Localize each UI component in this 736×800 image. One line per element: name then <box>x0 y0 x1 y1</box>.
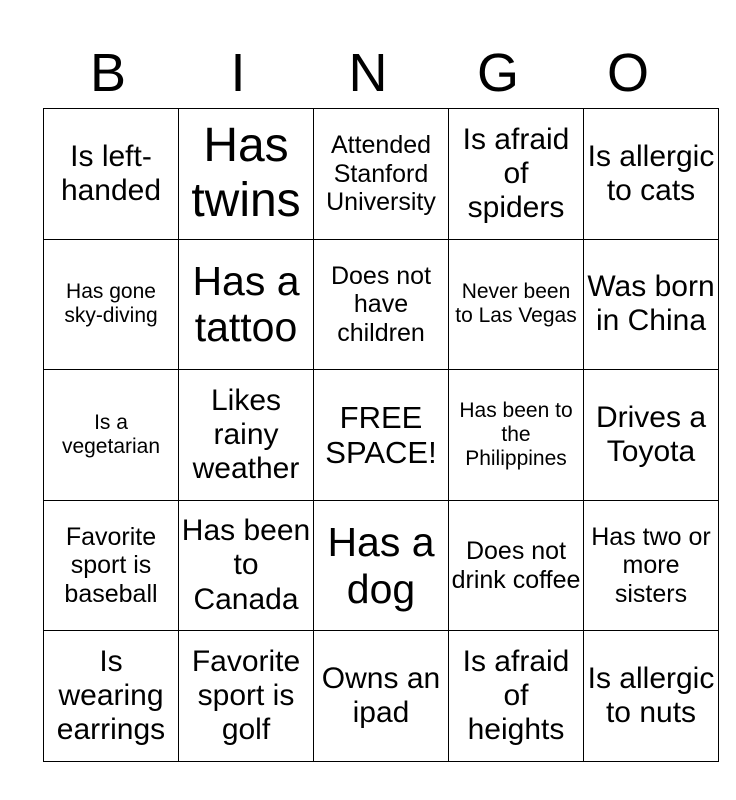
bingo-cell[interactable]: Has a tattoo <box>179 239 314 370</box>
bingo-cell[interactable]: Is allergic to cats <box>584 109 719 240</box>
bingo-cell[interactable]: Is a vegetarian <box>44 370 179 501</box>
bingo-cell[interactable]: Was born in China <box>584 239 719 370</box>
bingo-board <box>43 108 719 762</box>
bingo-header <box>43 38 693 108</box>
bingo-cell[interactable]: Has been to Canada <box>179 500 314 631</box>
bingo-cell[interactable]: Has gone sky-diving <box>44 239 179 370</box>
header-letter-g: G <box>476 43 519 103</box>
bingo-cell[interactable]: Is afraid of spiders <box>449 109 584 240</box>
header-letter-o: O <box>606 43 649 103</box>
bingo-cell[interactable]: Favorite sport is baseball <box>44 500 179 631</box>
free-space-cell[interactable]: FREE SPACE! <box>314 370 449 501</box>
header-letter-b: B <box>89 43 127 103</box>
header-letter-n: N <box>348 43 388 103</box>
board-row <box>44 370 719 501</box>
bingo-cell[interactable]: Has two or more sisters <box>584 500 719 631</box>
bingo-cell[interactable]: Is wearing earrings <box>44 631 179 762</box>
bingo-cell[interactable]: Attended Stanford University <box>314 109 449 240</box>
bingo-cell[interactable]: Has been to the Philippines <box>449 370 584 501</box>
bingo-cell[interactable]: Does not have children <box>314 239 449 370</box>
board-row <box>44 109 719 240</box>
bingo-cell[interactable]: Likes rainy weather <box>179 370 314 501</box>
board-row <box>44 239 719 370</box>
bingo-cell[interactable]: Owns an ipad <box>314 631 449 762</box>
bingo-cell[interactable]: Has a dog <box>314 500 449 631</box>
bingo-cell[interactable]: Is allergic to nuts <box>584 631 719 762</box>
bingo-cell[interactable]: Is left-handed <box>44 109 179 240</box>
board-row <box>44 631 719 762</box>
bingo-cell[interactable]: Does not drink coffee <box>449 500 584 631</box>
bingo-cell[interactable]: Has twins <box>179 109 314 240</box>
board-row <box>44 500 719 631</box>
bingo-cell[interactable]: Favorite sport is golf <box>179 631 314 762</box>
bingo-cell[interactable]: Is afraid of heights <box>449 631 584 762</box>
bingo-cell[interactable]: Never been to Las Vegas <box>449 239 584 370</box>
bingo-cell[interactable]: Drives a Toyota <box>584 370 719 501</box>
header-letter-i: I <box>230 43 246 103</box>
